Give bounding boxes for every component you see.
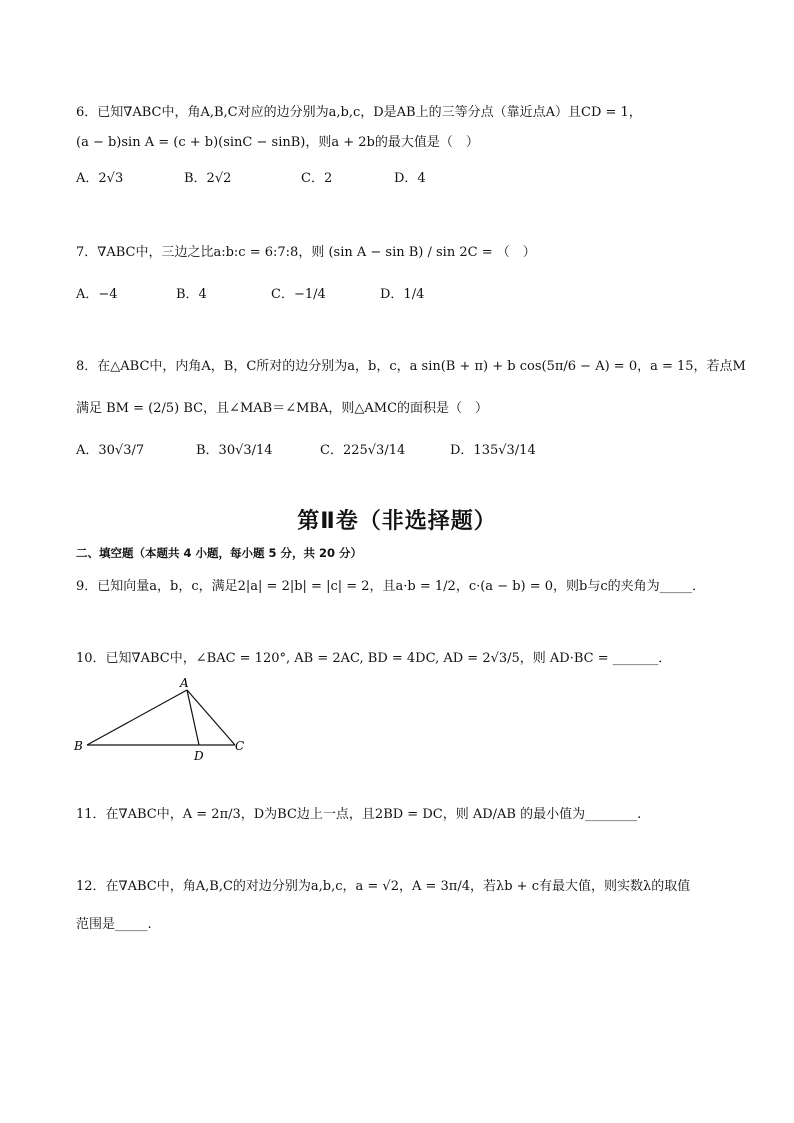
segment-ac bbox=[187, 690, 235, 745]
q6-option-d[interactable]: D．4 bbox=[394, 171, 426, 186]
q8-option-d[interactable]: D．135√3/14 bbox=[450, 443, 536, 458]
q7-option-d[interactable]: D．1/4 bbox=[380, 287, 425, 302]
vertex-label-a: A bbox=[180, 676, 189, 690]
q6-option-b[interactable]: B．2√2 bbox=[184, 171, 232, 186]
q11-line1: 11．在∇ABC中，A = 2π/3，D为BC边上一点，且2BD = DC，则 AD/AB 的最小值为________. bbox=[76, 807, 642, 822]
q6-option-c[interactable]: C．2 bbox=[301, 171, 333, 186]
segment-ad bbox=[187, 690, 199, 745]
q10-line1: 10．已知∇ABC中，∠BAC = 120°, AB = 2AC, BD = 4DC, AD = 2√3/5，则 AD·BC = _______． bbox=[76, 651, 672, 666]
q12-line1: 12．在∇ABC中，角A,B,C的对边分别为a,b,c，a = √2，A = 3π/4，若λb + c有最大值，则实数λ的取值 bbox=[76, 879, 691, 894]
section-subtitle: 二、填空题（本题共 4 小题，每小题 5 分，共 20 分） bbox=[76, 546, 363, 560]
q7-option-b[interactable]: B．4 bbox=[176, 287, 207, 302]
segment-ba bbox=[87, 690, 187, 745]
q8-line2: 满足 BM = (2/5) BC，且∠MAB＝∠MBA，则△AMC的面积是（ ） bbox=[76, 401, 489, 416]
q8-option-b[interactable]: B．30√3/14 bbox=[196, 443, 273, 458]
q7-option-c[interactable]: C．−1/4 bbox=[271, 287, 326, 302]
q7-line1: 7．∇ABC中，三边之比a:b:c = 6:7:8，则 (sin A − sin B) / sin 2C = （ ） bbox=[76, 245, 536, 260]
q6-line2: (a − b)sin A = (c + b)(sinC − sinB)，则a + 2b的最大值是（ ） bbox=[76, 135, 479, 150]
point-label-d: D bbox=[194, 749, 204, 763]
q8-option-a[interactable]: A．30√3/7 bbox=[76, 443, 145, 458]
vertex-label-b: B bbox=[74, 739, 83, 753]
q12-line2: 范围是_____. bbox=[76, 917, 152, 932]
q6-option-a[interactable]: A．2√3 bbox=[76, 171, 124, 186]
q10-triangle-figure bbox=[70, 676, 260, 768]
q9-line1: 9．已知向量a，b，c，满足2|a| = 2|b| = |c| = 2，且a·b = 1/2，c·(a − b) = 0，则b与c的夹角为_____． bbox=[76, 579, 706, 594]
q8-line1: 8．在△ABC中，内角A，B，C所对的边分别为a，b，c，a sin(B + π) + b cos(5π/6 − A) = 0，a = 15，若点M bbox=[76, 359, 746, 374]
vertex-label-c: C bbox=[235, 739, 245, 753]
q7-option-a[interactable]: A．−4 bbox=[76, 287, 118, 302]
q8-option-c[interactable]: C．225√3/14 bbox=[320, 443, 406, 458]
section-title: 第Ⅱ卷（非选择题） bbox=[297, 509, 497, 534]
q6-line1: 6．已知∇ABC中，角A,B,C对应的边分别为a,b,c，D是AB上的三等分点（靠近点A）且CD = 1， bbox=[76, 105, 642, 120]
